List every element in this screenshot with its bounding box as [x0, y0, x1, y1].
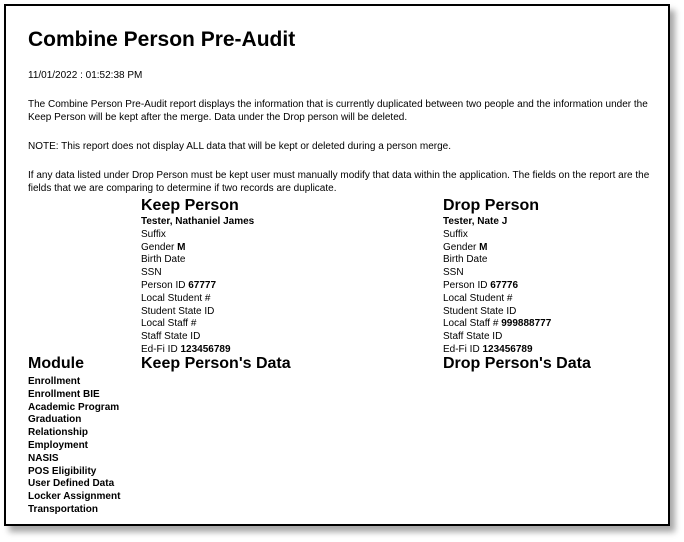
drop-student-state-id: Student State ID	[443, 305, 517, 317]
report-timestamp: 11/01/2022 : 01:52:38 PM	[28, 70, 143, 81]
keep-local-student: Local Student #	[141, 292, 211, 304]
module-item: User Defined Data	[28, 478, 115, 490]
keep-staff-state-id: Staff State ID	[141, 331, 201, 343]
drop-person-id: Person ID 67776	[443, 279, 519, 291]
module-item: Enrollment	[28, 376, 81, 387]
report-page	[4, 4, 670, 526]
keep-person-name: Tester, Nathaniel James	[141, 216, 255, 227]
drop-birth-date: Birth Date	[443, 254, 488, 266]
module-item: Employment	[28, 439, 89, 451]
keep-edfi-id-value: 123456789	[180, 343, 231, 355]
keep-person-id-value: 67777	[188, 279, 217, 291]
drop-person-name: Tester, Nate J	[443, 216, 508, 227]
keep-ssn: SSN	[141, 267, 162, 279]
keep-person-column	[141, 197, 254, 357]
report-description: The Combine Person Pre-Audit report displays the information that is currently duplicated between two people and the information under the Keep Person will be kept after the merge. Data under the Drop person will be deleted.	[28, 99, 648, 123]
keep-person-heading: Keep Person	[141, 197, 239, 214]
module-item: POS Eligibility	[28, 465, 97, 477]
drop-local-staff-value: 999888777	[501, 318, 552, 330]
module-item: Locker Assignment	[28, 491, 121, 503]
keep-local-staff: Local Staff #	[141, 318, 197, 330]
module-item: Graduation	[28, 414, 82, 426]
keep-birth-date: Birth Date	[141, 254, 186, 266]
module-item: NASIS	[28, 452, 59, 464]
report-instruction: If any data listed under Drop Person must be kept user must manually modify that data within the application. The fields on the report are the fields that we are comparing to determine if two records are duplicate.	[28, 170, 650, 194]
drop-edfi-id: Ed-Fi ID 123456789	[443, 343, 533, 355]
drop-gender-value: M	[479, 241, 488, 253]
drop-suffix: Suffix	[443, 228, 468, 240]
keep-gender-value: M	[177, 241, 186, 253]
drop-local-staff: Local Staff # 999888777	[443, 318, 552, 330]
module-item: Relationship	[28, 427, 89, 439]
keep-student-state-id: Student State ID	[141, 305, 215, 317]
module-item: Enrollment BIE	[28, 388, 100, 400]
report-note: NOTE: This report does not display ALL data that will be kept or deleted during a person merge.	[28, 141, 452, 152]
drop-local-student: Local Student #	[443, 292, 513, 304]
drop-ssn: SSN	[443, 267, 464, 279]
keep-gender: Gender M	[141, 241, 186, 253]
drop-staff-state-id: Staff State ID	[443, 331, 503, 343]
module-item: Academic Program	[28, 401, 120, 413]
report-title: Combine Person Pre-Audit	[28, 28, 296, 51]
drop-person-id-value: 67776	[490, 279, 519, 291]
drop-person-column	[443, 197, 551, 357]
drop-data-heading: Drop Person's Data	[443, 355, 591, 372]
module-heading: Module	[28, 355, 84, 372]
module-list	[28, 376, 120, 517]
drop-person-heading: Drop Person	[443, 197, 540, 214]
drop-edfi-id-value: 123456789	[482, 343, 533, 355]
drop-gender: Gender M	[443, 241, 488, 253]
keep-suffix: Suffix	[141, 228, 166, 240]
keep-data-heading: Keep Person's Data	[141, 355, 291, 372]
module-item: Transportation	[28, 503, 99, 515]
keep-edfi-id: Ed-Fi ID 123456789	[141, 343, 231, 355]
keep-person-id: Person ID 67777	[141, 279, 217, 291]
